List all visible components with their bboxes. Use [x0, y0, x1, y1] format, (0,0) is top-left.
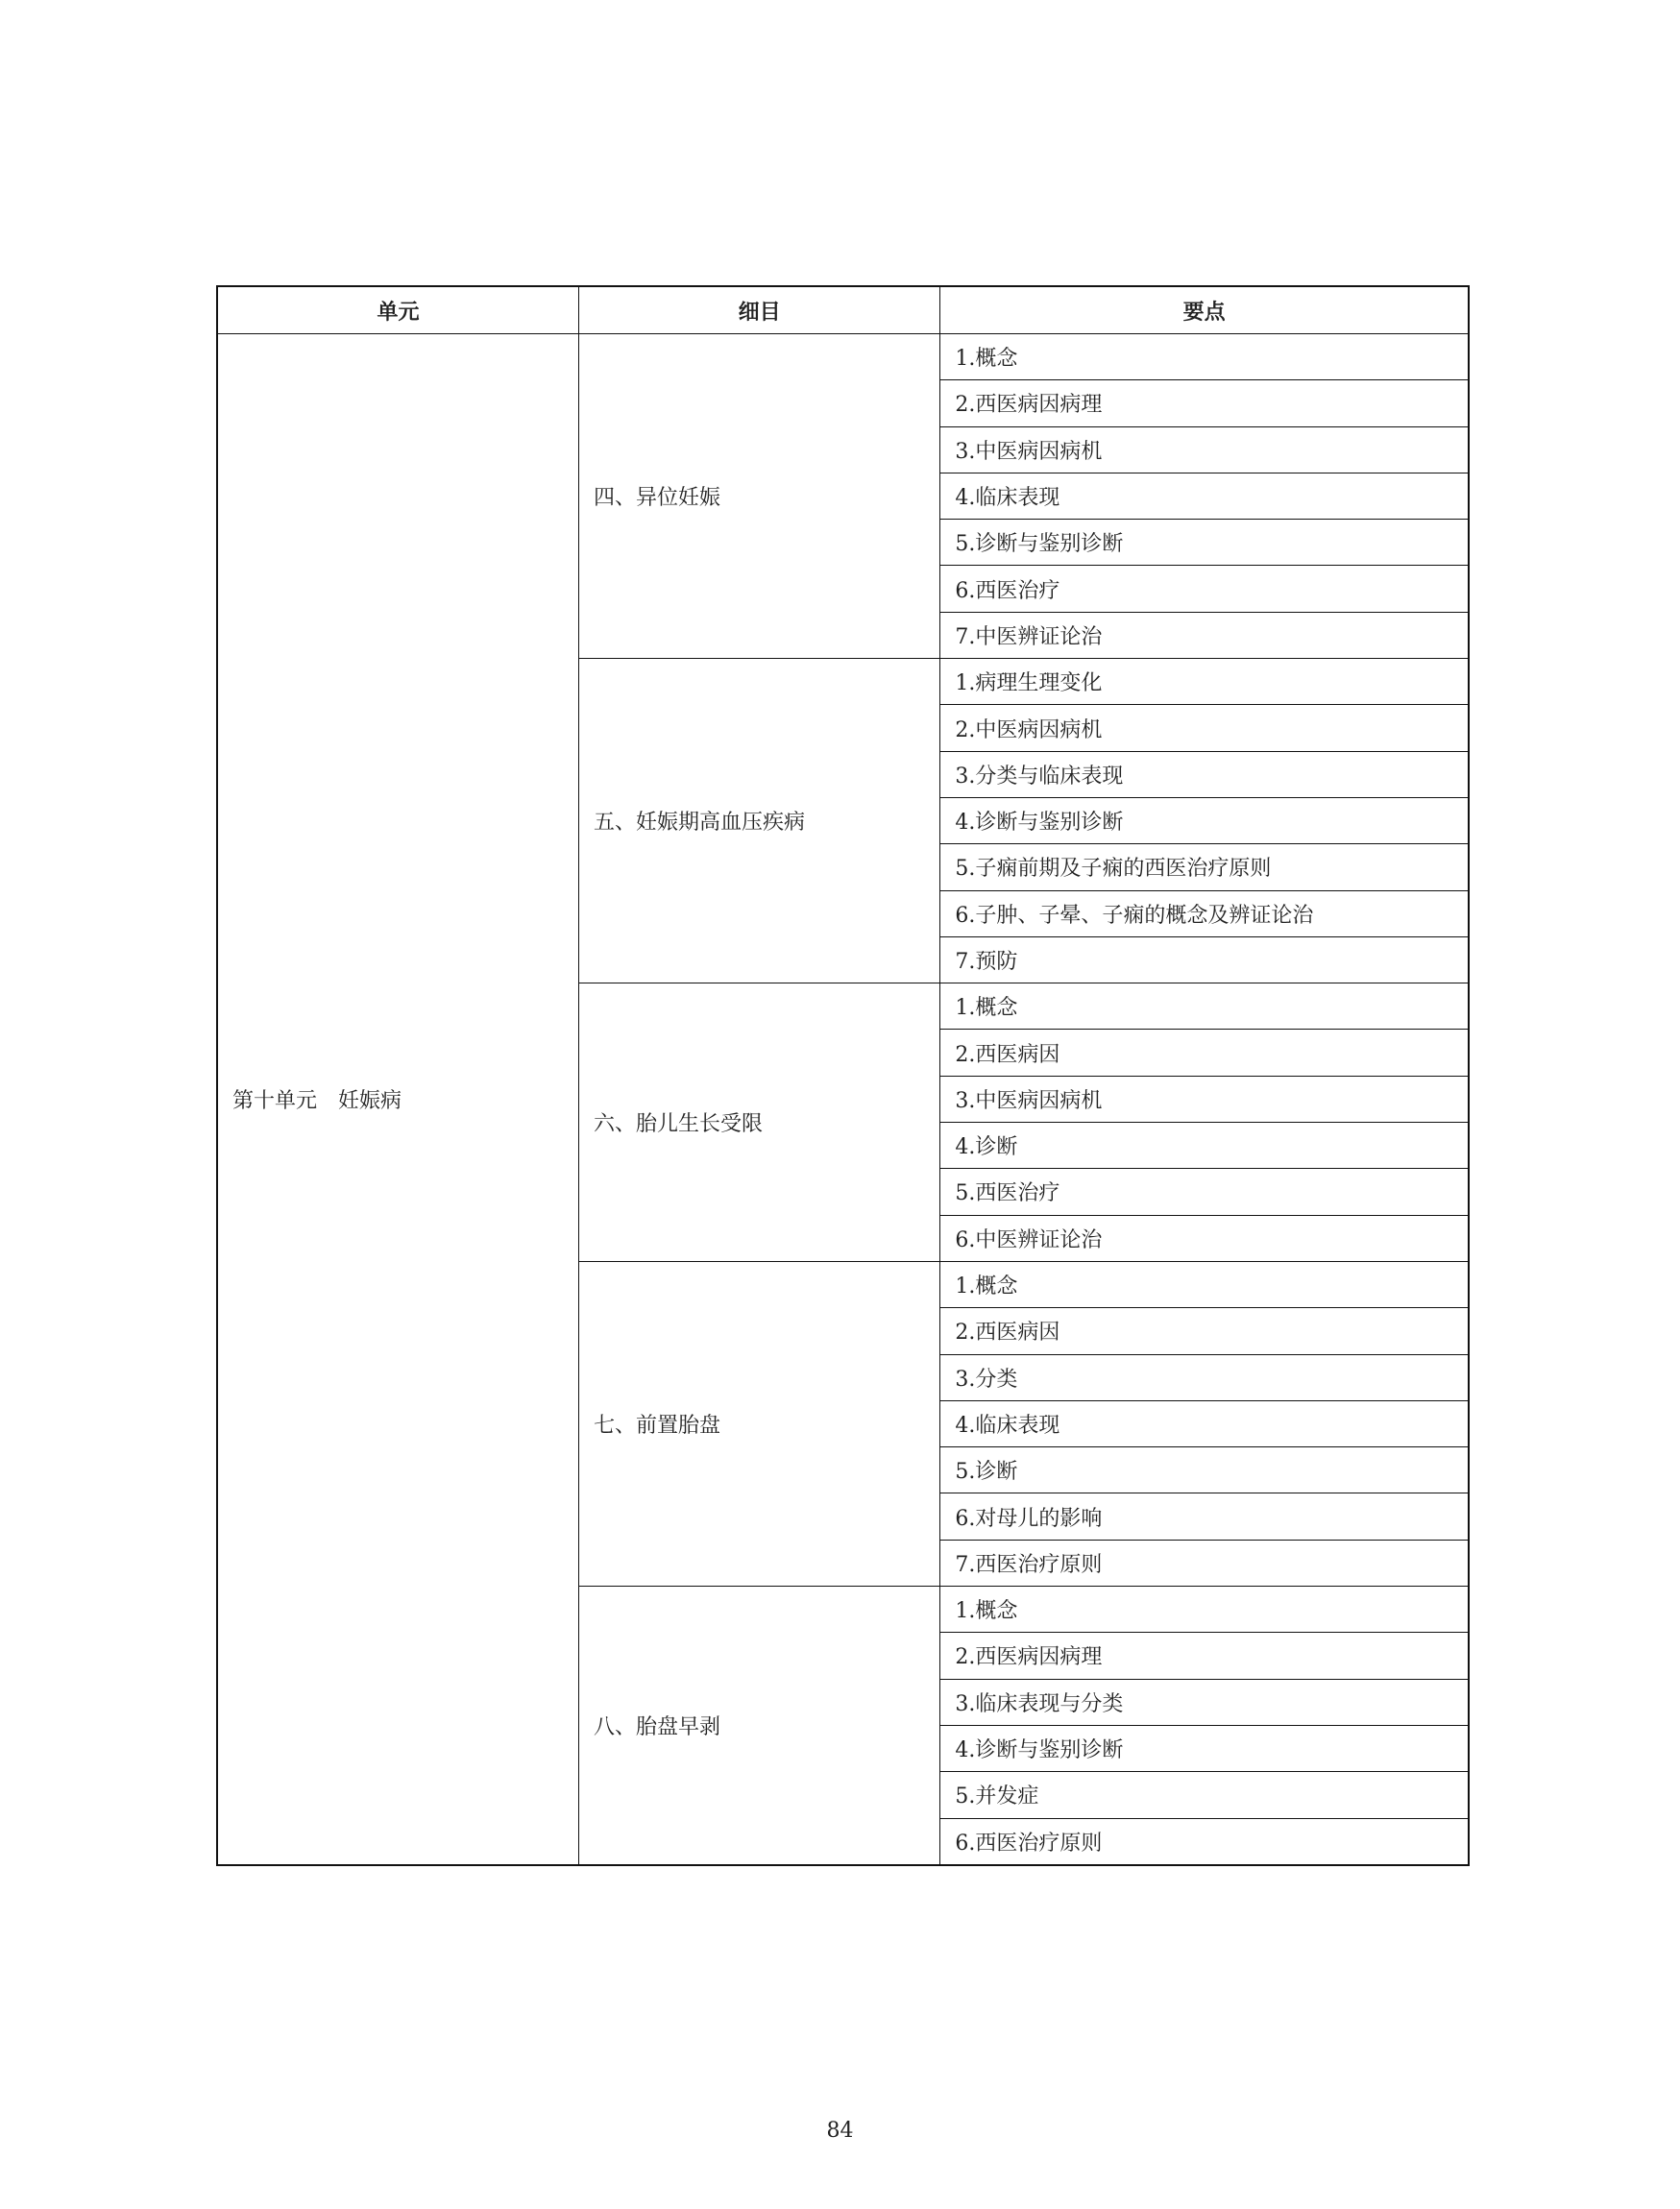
header-points: 要点 [940, 286, 1469, 334]
point-cell: 5.并发症 [940, 1772, 1469, 1818]
point-cell: 2.西医病因 [940, 1030, 1469, 1076]
point-cell: 1.概念 [940, 1587, 1469, 1633]
item-cell: 五、妊娠期高血压疾病 [578, 659, 939, 983]
point-cell: 3.分类与临床表现 [940, 751, 1469, 797]
point-cell: 6.中医辨证论治 [940, 1215, 1469, 1261]
table-row [217, 334, 1469, 380]
point-cell: 3.分类 [940, 1354, 1469, 1400]
point-cell: 6.子肿、子晕、子痫的概念及辨证论治 [940, 890, 1469, 936]
point-cell: 4.诊断与鉴别诊断 [940, 797, 1469, 843]
point-cell: 1.病理生理变化 [940, 659, 1469, 705]
point-cell: 5.子痫前期及子痫的西医治疗原则 [940, 844, 1469, 890]
point-cell: 7.西医治疗原则 [940, 1540, 1469, 1586]
point-cell: 4.临床表现 [940, 1400, 1469, 1446]
point-cell: 5.诊断与鉴别诊断 [940, 520, 1469, 566]
item-cell: 四、异位妊娠 [578, 334, 939, 659]
item-cell: 八、胎盘早剥 [578, 1587, 939, 1865]
point-cell: 6.西医治疗原则 [940, 1818, 1469, 1865]
point-cell: 2.西医病因病理 [940, 1633, 1469, 1679]
point-cell: 5.诊断 [940, 1447, 1469, 1493]
header-item: 细目 [578, 286, 939, 334]
point-cell: 4.诊断 [940, 1123, 1469, 1169]
point-cell: 1.概念 [940, 334, 1469, 380]
point-cell: 4.诊断与鉴别诊断 [940, 1725, 1469, 1771]
point-cell: 1.概念 [940, 983, 1469, 1030]
header-unit: 单元 [217, 286, 578, 334]
unit-cell: 第十单元 妊娠病 [217, 334, 578, 1865]
header-row [217, 286, 1469, 334]
page-number: 84 [826, 2119, 854, 2143]
point-cell: 5.西医治疗 [940, 1169, 1469, 1215]
item-cell: 七、前置胎盘 [578, 1261, 939, 1586]
point-cell: 2.西医病因 [940, 1308, 1469, 1354]
point-cell: 7.中医辨证论治 [940, 612, 1469, 658]
point-cell: 3.中医病因病机 [940, 1076, 1469, 1122]
point-cell: 6.对母儿的影响 [940, 1493, 1469, 1540]
point-cell: 2.中医病因病机 [940, 705, 1469, 751]
point-cell: 1.概念 [940, 1261, 1469, 1307]
syllabus-table [216, 285, 1470, 1866]
point-cell: 4.临床表现 [940, 473, 1469, 519]
point-cell: 2.西医病因病理 [940, 380, 1469, 426]
point-cell: 3.临床表现与分类 [940, 1679, 1469, 1725]
point-cell: 6.西医治疗 [940, 566, 1469, 612]
point-cell: 3.中医病因病机 [940, 426, 1469, 473]
point-cell: 7.预防 [940, 936, 1469, 983]
item-cell: 六、胎儿生长受限 [578, 983, 939, 1262]
